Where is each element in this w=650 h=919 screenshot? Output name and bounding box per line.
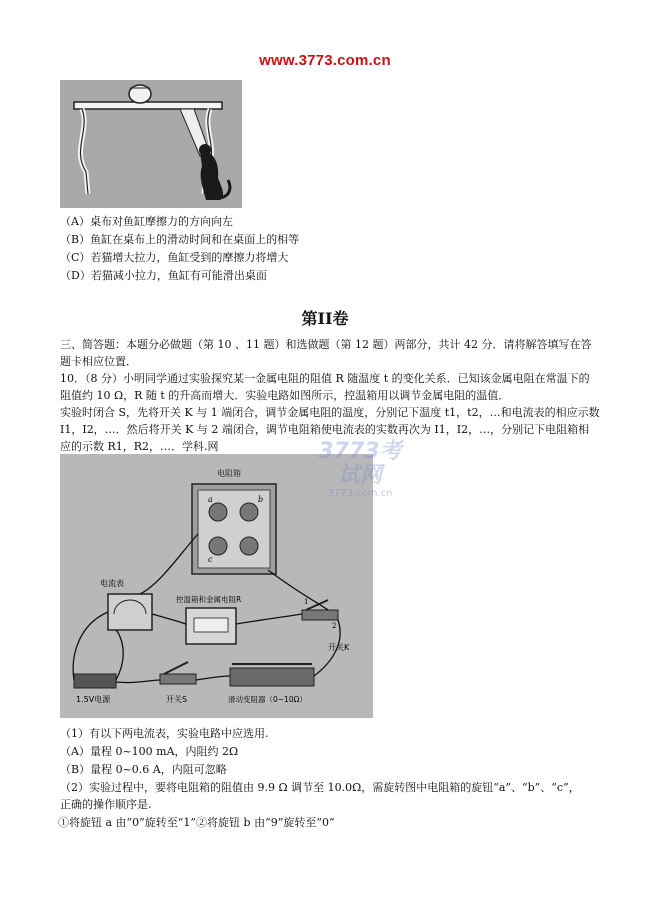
section-intro: 三、简答题：本题分必做题（第 10 、11 题）和选做题（第 12 题）两部分，共计 42 分．请将解答填写在答题卡相应位置． (60, 338, 592, 368)
label-rheostat: 滑动变阻器（0~10Ω） (228, 695, 307, 704)
section-title: 第II卷 (301, 309, 349, 328)
watermark (310, 440, 410, 500)
label-ammeter: 电流表 (100, 579, 124, 588)
q10-option-b: （B）量程 0~0.6 A，内阻可忽略 (60, 763, 227, 776)
label-power: 1.5V电源 (76, 695, 111, 704)
q10-option-a: （A）量程 0~100 mA，内阻约 2Ω (60, 745, 239, 758)
label-switch-s: 开关S (166, 695, 188, 704)
label-switch-k: 开关K (328, 643, 350, 652)
label-terminal-2: 2 (332, 622, 337, 630)
q9-option-a: （A）桌布对鱼缸摩擦力的方向向左 (60, 215, 233, 228)
label-dial-c: c (208, 555, 213, 564)
q10-part-2: （2）实验过程中，要将电阻箱的阻值由 9.9 Ω 调节至 10.0Ω，需旋转图中电阻箱的旋钮“a”、“b”、“c”， (60, 781, 580, 794)
site-url: www.3773.com.cn (259, 52, 391, 69)
label-dial-b: b (258, 495, 264, 504)
q10-steps: ①将旋钮 a 由“0”旋转至“1”②将旋钮 b 由“9”旋转至“0” (58, 816, 335, 829)
q10-part-2-cont: 正确的操作顺序是. (60, 798, 152, 811)
q10-paragraph-1: 10．（8 分）小明同学通过实验探究某一金属电阻的阻值 R 随温度 t 的变化关系．已知该金属电阻在常温下的阻值约 10 Ω，R 随 t 的升高而增大．实验电路如图所示，控温箱用以调节金属电阻的温值． (60, 372, 590, 402)
label-dial-a: a (208, 495, 213, 504)
q9-option-b: （B）鱼缸在桌布上的滑动时间和在桌面上的相等 (60, 233, 300, 246)
q10-paragraph-2: 实验时闭合 S，先将开关 K 与 1 端闭合，调节金属电阻的温度，分别记下温度 t1，t2，…和电流表的相应示数 I1，I2，…．然后将开关 K 与 2 端闭合，调节电阻箱使电流表的实数再次为 I1，I2，…，分别记下电阻箱相应的示数 R1，R2，…．学科.网 (60, 406, 600, 453)
q9-option-d: （D）若猫减小拉力，鱼缸有可能滑出桌面 (60, 269, 267, 282)
q9-option-c: （C）若猫增大拉力，鱼缸受到的摩擦力将增大 (60, 251, 289, 264)
watermark-brand: 3773考试网 (318, 439, 402, 488)
label-control-box: 控温箱和金属电阻R (176, 595, 242, 604)
label-terminal-1: 1 (304, 598, 309, 606)
q10-part-1: （1）有以下两电流表，实验电路中应选用. (60, 727, 269, 740)
watermark-url: 3773.com.cn (327, 488, 393, 499)
label-resistance-box: 电阻箱 (217, 469, 241, 478)
fishbowl-cat-figure (60, 80, 242, 208)
